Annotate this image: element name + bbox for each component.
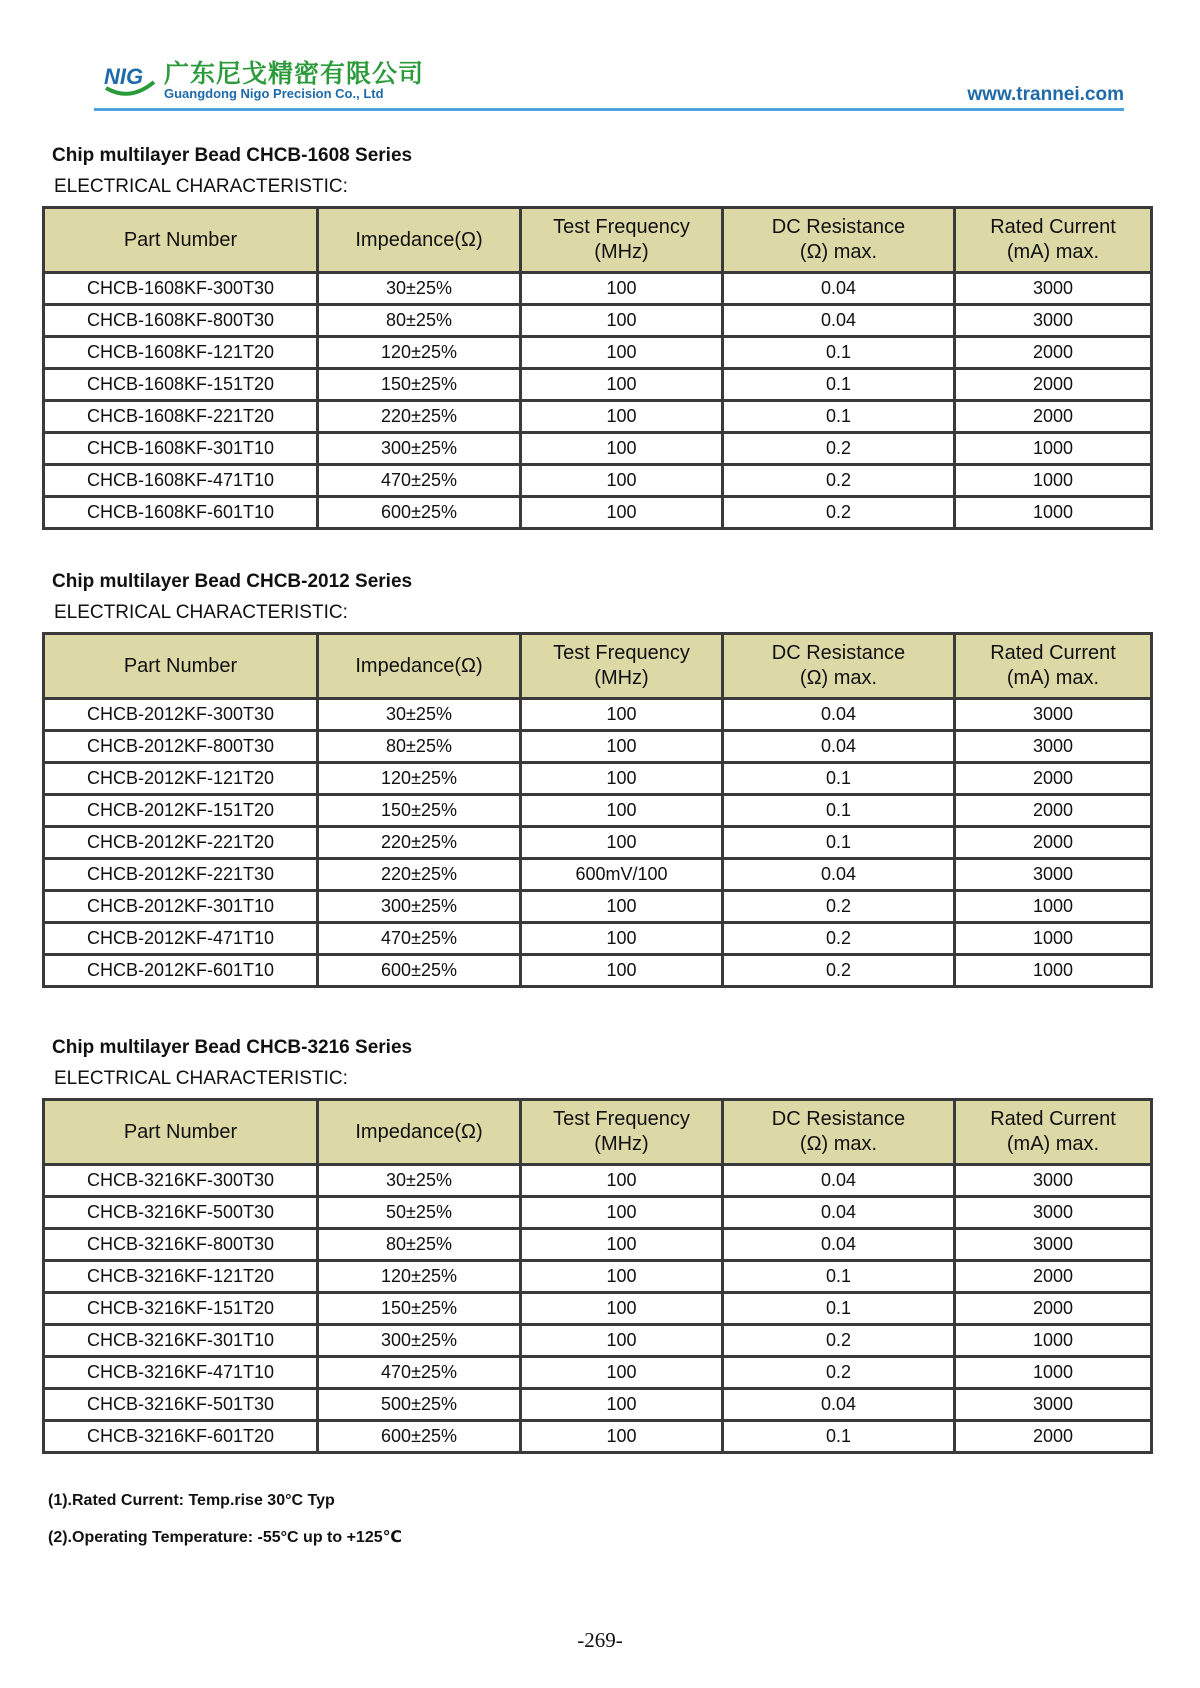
impedance-cell: 80±25% — [318, 731, 521, 763]
part-number-header — [44, 208, 318, 273]
table-row — [44, 369, 1152, 401]
impedance-header — [318, 1100, 521, 1165]
test-frequency-header — [521, 634, 723, 699]
table-row — [44, 497, 1152, 529]
test-frequency-header-text: (MHz) — [594, 1133, 649, 1155]
spec-table — [42, 1098, 1153, 1454]
impedance-header-text: Impedance(Ω) — [355, 654, 483, 677]
dc-resistance-header-text: DC Resistance — [771, 642, 906, 664]
company-name-en: Guangdong Nigo Precision Co., Ltd — [164, 86, 384, 101]
rated-current-header-text: (mA) max. — [1006, 1133, 1100, 1155]
part-number-cell: CHCB-3216KF-151T20 — [44, 1293, 318, 1325]
part-number-cell: CHCB-2012KF-601T10 — [44, 955, 318, 987]
rated-current-cell: 3000 — [955, 1165, 1152, 1197]
impedance-header — [318, 634, 521, 699]
table-row — [44, 891, 1152, 923]
dc-resistance-cell: 0.1 — [723, 337, 955, 369]
rated-current-cell: 1000 — [955, 497, 1152, 529]
part-number-header-text: Part Number — [123, 1120, 238, 1143]
dc-resistance-cell: 0.1 — [723, 763, 955, 795]
part-number-cell: CHCB-2012KF-121T20 — [44, 763, 318, 795]
table-row — [44, 1229, 1152, 1261]
rated-current-cell: 1000 — [955, 1325, 1152, 1357]
page-number: -269- — [577, 1628, 623, 1652]
rated-current-header — [955, 1100, 1152, 1165]
series-section — [42, 568, 1150, 988]
test-frequency-cell: 100 — [521, 1357, 723, 1389]
part-number-cell: CHCB-3216KF-601T20 — [44, 1421, 318, 1453]
test-frequency-cell: 100 — [521, 465, 723, 497]
rated-current-header-text: Rated Current — [990, 642, 1116, 664]
impedance-cell: 300±25% — [318, 891, 521, 923]
part-number-cell: CHCB-2012KF-151T20 — [44, 795, 318, 827]
test-frequency-cell: 100 — [521, 401, 723, 433]
part-number-cell: CHCB-2012KF-300T30 — [44, 699, 318, 731]
dc-resistance-cell: 0.04 — [723, 273, 955, 305]
impedance-header-text: Impedance(Ω) — [355, 228, 483, 251]
test-frequency-cell: 100 — [521, 1261, 723, 1293]
rated-current-cell: 1000 — [955, 433, 1152, 465]
dc-resistance-cell: 0.04 — [723, 731, 955, 763]
section-subtitle: ELECTRICAL CHARACTERISTIC: — [54, 602, 348, 623]
impedance-cell: 30±25% — [318, 699, 521, 731]
impedance-cell: 470±25% — [318, 1357, 521, 1389]
test-frequency-header-text: Test Frequency — [553, 1108, 690, 1130]
dc-resistance-header-text: DC Resistance — [771, 1108, 906, 1130]
dc-resistance-cell: 0.2 — [723, 433, 955, 465]
test-frequency-cell: 100 — [521, 1293, 723, 1325]
rated-current-header-text: Rated Current — [990, 216, 1116, 238]
part-number-cell: CHCB-1608KF-471T10 — [44, 465, 318, 497]
rated-current-cell: 1000 — [955, 1357, 1152, 1389]
dc-resistance-cell: 0.04 — [723, 1197, 955, 1229]
rated-current-cell: 2000 — [955, 827, 1152, 859]
impedance-cell: 600±25% — [318, 497, 521, 529]
dc-resistance-cell: 0.1 — [723, 1421, 955, 1453]
test-frequency-cell: 100 — [521, 433, 723, 465]
dc-resistance-header — [723, 1100, 955, 1165]
part-number-cell: CHCB-3216KF-471T10 — [44, 1357, 318, 1389]
rated-current-header-text: (mA) max. — [1006, 667, 1100, 689]
impedance-cell: 500±25% — [318, 1389, 521, 1421]
dc-resistance-cell: 0.04 — [723, 305, 955, 337]
dc-resistance-header-text: DC Resistance — [771, 216, 906, 238]
table-row — [44, 1421, 1152, 1453]
table-row — [44, 1325, 1152, 1357]
table-row — [44, 859, 1152, 891]
test-frequency-cell: 100 — [521, 923, 723, 955]
rated-current-cell: 3000 — [955, 1389, 1152, 1421]
part-number-cell: CHCB-1608KF-601T10 — [44, 497, 318, 529]
dc-resistance-cell: 0.04 — [723, 699, 955, 731]
test-frequency-header — [521, 1100, 723, 1165]
test-frequency-cell: 100 — [521, 497, 723, 529]
part-number-cell: CHCB-3216KF-800T30 — [44, 1229, 318, 1261]
part-number-header-text: Part Number — [123, 228, 238, 251]
rated-current-cell: 1000 — [955, 891, 1152, 923]
section-subtitle: ELECTRICAL CHARACTERISTIC: — [54, 176, 348, 197]
dc-resistance-cell: 0.04 — [723, 1229, 955, 1261]
table-row — [44, 1165, 1152, 1197]
impedance-cell: 150±25% — [318, 1293, 521, 1325]
company-name-cn: 广东尼戈精密有限公司 — [164, 59, 425, 88]
part-number-cell: CHCB-3216KF-300T30 — [44, 1165, 318, 1197]
test-frequency-header — [521, 208, 723, 273]
test-frequency-header-text: Test Frequency — [553, 216, 690, 238]
dc-resistance-cell: 0.2 — [723, 497, 955, 529]
rated-current-cell: 2000 — [955, 763, 1152, 795]
section-title: Chip multilayer Bead CHCB-2012 Series — [52, 571, 413, 592]
section-title: Chip multilayer Bead CHCB-3216 Series — [52, 1037, 413, 1058]
table-row — [44, 1261, 1152, 1293]
part-number-cell: CHCB-1608KF-151T20 — [44, 369, 318, 401]
rated-current-cell: 3000 — [955, 859, 1152, 891]
impedance-cell: 470±25% — [318, 923, 521, 955]
dc-resistance-header — [723, 634, 955, 699]
impedance-cell: 300±25% — [318, 433, 521, 465]
dc-resistance-cell: 0.2 — [723, 465, 955, 497]
table-row — [44, 763, 1152, 795]
rated-current-cell: 3000 — [955, 273, 1152, 305]
rated-current-cell: 3000 — [955, 1229, 1152, 1261]
rated-current-cell: 2000 — [955, 1293, 1152, 1325]
dc-resistance-cell: 0.04 — [723, 859, 955, 891]
dc-resistance-cell: 0.1 — [723, 369, 955, 401]
test-frequency-cell: 100 — [521, 1389, 723, 1421]
dc-resistance-cell: 0.2 — [723, 923, 955, 955]
section-subtitle: ELECTRICAL CHARACTERISTIC: — [54, 1068, 348, 1089]
impedance-cell: 50±25% — [318, 1197, 521, 1229]
impedance-cell: 80±25% — [318, 305, 521, 337]
table-header-row — [44, 1100, 1152, 1165]
table-row — [44, 1197, 1152, 1229]
table-row — [44, 827, 1152, 859]
rated-current-cell: 1000 — [955, 955, 1152, 987]
test-frequency-cell: 100 — [521, 1325, 723, 1357]
part-number-cell: CHCB-3216KF-501T30 — [44, 1389, 318, 1421]
test-frequency-cell: 100 — [521, 731, 723, 763]
table-row — [44, 401, 1152, 433]
rated-current-cell: 3000 — [955, 731, 1152, 763]
test-frequency-cell: 100 — [521, 955, 723, 987]
part-number-cell: CHCB-1608KF-800T30 — [44, 305, 318, 337]
dc-resistance-cell: 0.2 — [723, 955, 955, 987]
rated-current-cell: 2000 — [955, 1261, 1152, 1293]
section-title: Chip multilayer Bead CHCB-1608 Series — [52, 145, 413, 166]
impedance-header-text: Impedance(Ω) — [355, 1120, 483, 1143]
table-row — [44, 433, 1152, 465]
part-number-cell: CHCB-2012KF-800T30 — [44, 731, 318, 763]
part-number-header-text: Part Number — [123, 654, 238, 677]
part-number-cell: CHCB-2012KF-471T10 — [44, 923, 318, 955]
rated-current-cell: 2000 — [955, 337, 1152, 369]
rated-current-cell: 3000 — [955, 305, 1152, 337]
dc-resistance-cell: 0.1 — [723, 1293, 955, 1325]
rated-current-cell: 1000 — [955, 465, 1152, 497]
dc-resistance-cell: 0.1 — [723, 401, 955, 433]
part-number-cell: CHCB-1608KF-300T30 — [44, 273, 318, 305]
dc-resistance-header — [723, 208, 955, 273]
rated-current-cell: 1000 — [955, 923, 1152, 955]
table-header-row — [44, 208, 1152, 273]
dc-resistance-cell: 0.2 — [723, 1325, 955, 1357]
part-number-cell: CHCB-3216KF-301T10 — [44, 1325, 318, 1357]
test-frequency-cell: 100 — [521, 305, 723, 337]
rated-current-cell: 2000 — [955, 369, 1152, 401]
part-number-cell: CHCB-3216KF-500T30 — [44, 1197, 318, 1229]
test-frequency-cell: 100 — [521, 891, 723, 923]
table-row — [44, 1293, 1152, 1325]
test-frequency-cell: 100 — [521, 763, 723, 795]
impedance-header — [318, 208, 521, 273]
part-number-cell: CHCB-2012KF-221T30 — [44, 859, 318, 891]
test-frequency-cell: 100 — [521, 1165, 723, 1197]
impedance-cell: 30±25% — [318, 273, 521, 305]
table-header-row — [44, 634, 1152, 699]
table-row — [44, 273, 1152, 305]
rated-current-cell: 3000 — [955, 699, 1152, 731]
table-row — [44, 923, 1152, 955]
table-row — [44, 731, 1152, 763]
test-frequency-cell: 100 — [521, 1229, 723, 1261]
svg-text:NIG: NIG — [104, 64, 144, 89]
page-header — [94, 52, 1124, 110]
part-number-cell: CHCB-3216KF-121T20 — [44, 1261, 318, 1293]
rated-current-header-text: (mA) max. — [1006, 241, 1100, 263]
test-frequency-cell: 100 — [521, 369, 723, 401]
table-row — [44, 699, 1152, 731]
impedance-cell: 220±25% — [318, 401, 521, 433]
test-frequency-cell: 100 — [521, 827, 723, 859]
dc-resistance-cell: 0.1 — [723, 827, 955, 859]
footnote-operating-temp: (2).Operating Temperature: -55°C up to +125℃ — [48, 1529, 402, 1546]
website-link[interactable]: www.trannei.com — [967, 84, 1124, 105]
impedance-cell: 30±25% — [318, 1165, 521, 1197]
impedance-cell: 220±25% — [318, 827, 521, 859]
impedance-cell: 220±25% — [318, 859, 521, 891]
table-row — [44, 1357, 1152, 1389]
nig-logo — [102, 58, 158, 100]
dc-resistance-header-text: (Ω) max. — [799, 241, 878, 263]
header-divider — [94, 108, 1124, 111]
table-row — [44, 795, 1152, 827]
spec-table — [42, 206, 1153, 530]
part-number-cell: CHCB-2012KF-221T20 — [44, 827, 318, 859]
dc-resistance-header-text: (Ω) max. — [799, 1133, 878, 1155]
rated-current-header — [955, 634, 1152, 699]
rated-current-header — [955, 208, 1152, 273]
impedance-cell: 150±25% — [318, 795, 521, 827]
series-section — [42, 1034, 1150, 1454]
test-frequency-header-text: (MHz) — [594, 667, 649, 689]
test-frequency-cell: 100 — [521, 337, 723, 369]
spec-table — [42, 632, 1153, 988]
dc-resistance-cell: 0.1 — [723, 795, 955, 827]
part-number-cell: CHCB-1608KF-121T20 — [44, 337, 318, 369]
dc-resistance-cell: 0.04 — [723, 1165, 955, 1197]
dc-resistance-cell: 0.1 — [723, 1261, 955, 1293]
impedance-cell: 600±25% — [318, 955, 521, 987]
impedance-cell: 120±25% — [318, 1261, 521, 1293]
impedance-cell: 470±25% — [318, 465, 521, 497]
part-number-cell: CHCB-1608KF-221T20 — [44, 401, 318, 433]
rated-current-cell: 2000 — [955, 401, 1152, 433]
rated-current-cell: 3000 — [955, 1197, 1152, 1229]
table-row — [44, 337, 1152, 369]
series-section — [42, 142, 1150, 530]
test-frequency-cell: 100 — [521, 1197, 723, 1229]
test-frequency-cell: 600mV/100 — [521, 859, 723, 891]
table-row — [44, 305, 1152, 337]
table-row — [44, 465, 1152, 497]
impedance-cell: 80±25% — [318, 1229, 521, 1261]
test-frequency-header-text: (MHz) — [594, 241, 649, 263]
impedance-cell: 120±25% — [318, 763, 521, 795]
table-row — [44, 1389, 1152, 1421]
dc-resistance-cell: 0.2 — [723, 1357, 955, 1389]
table-row — [44, 955, 1152, 987]
part-number-cell: CHCB-2012KF-301T10 — [44, 891, 318, 923]
rated-current-cell: 2000 — [955, 1421, 1152, 1453]
dc-resistance-header-text: (Ω) max. — [799, 667, 878, 689]
test-frequency-cell: 100 — [521, 1421, 723, 1453]
rated-current-header-text: Rated Current — [990, 1108, 1116, 1130]
impedance-cell: 600±25% — [318, 1421, 521, 1453]
test-frequency-cell: 100 — [521, 273, 723, 305]
dc-resistance-cell: 0.04 — [723, 1389, 955, 1421]
footnote-rated-current: (1).Rated Current: Temp.rise 30°C Typ — [48, 1492, 335, 1509]
part-number-header — [44, 634, 318, 699]
impedance-cell: 150±25% — [318, 369, 521, 401]
dc-resistance-cell: 0.2 — [723, 891, 955, 923]
part-number-cell: CHCB-1608KF-301T10 — [44, 433, 318, 465]
test-frequency-cell: 100 — [521, 795, 723, 827]
rated-current-cell: 2000 — [955, 795, 1152, 827]
test-frequency-cell: 100 — [521, 699, 723, 731]
part-number-header — [44, 1100, 318, 1165]
footnotes — [48, 1490, 402, 1564]
impedance-cell: 120±25% — [318, 337, 521, 369]
test-frequency-header-text: Test Frequency — [553, 642, 690, 664]
impedance-cell: 300±25% — [318, 1325, 521, 1357]
